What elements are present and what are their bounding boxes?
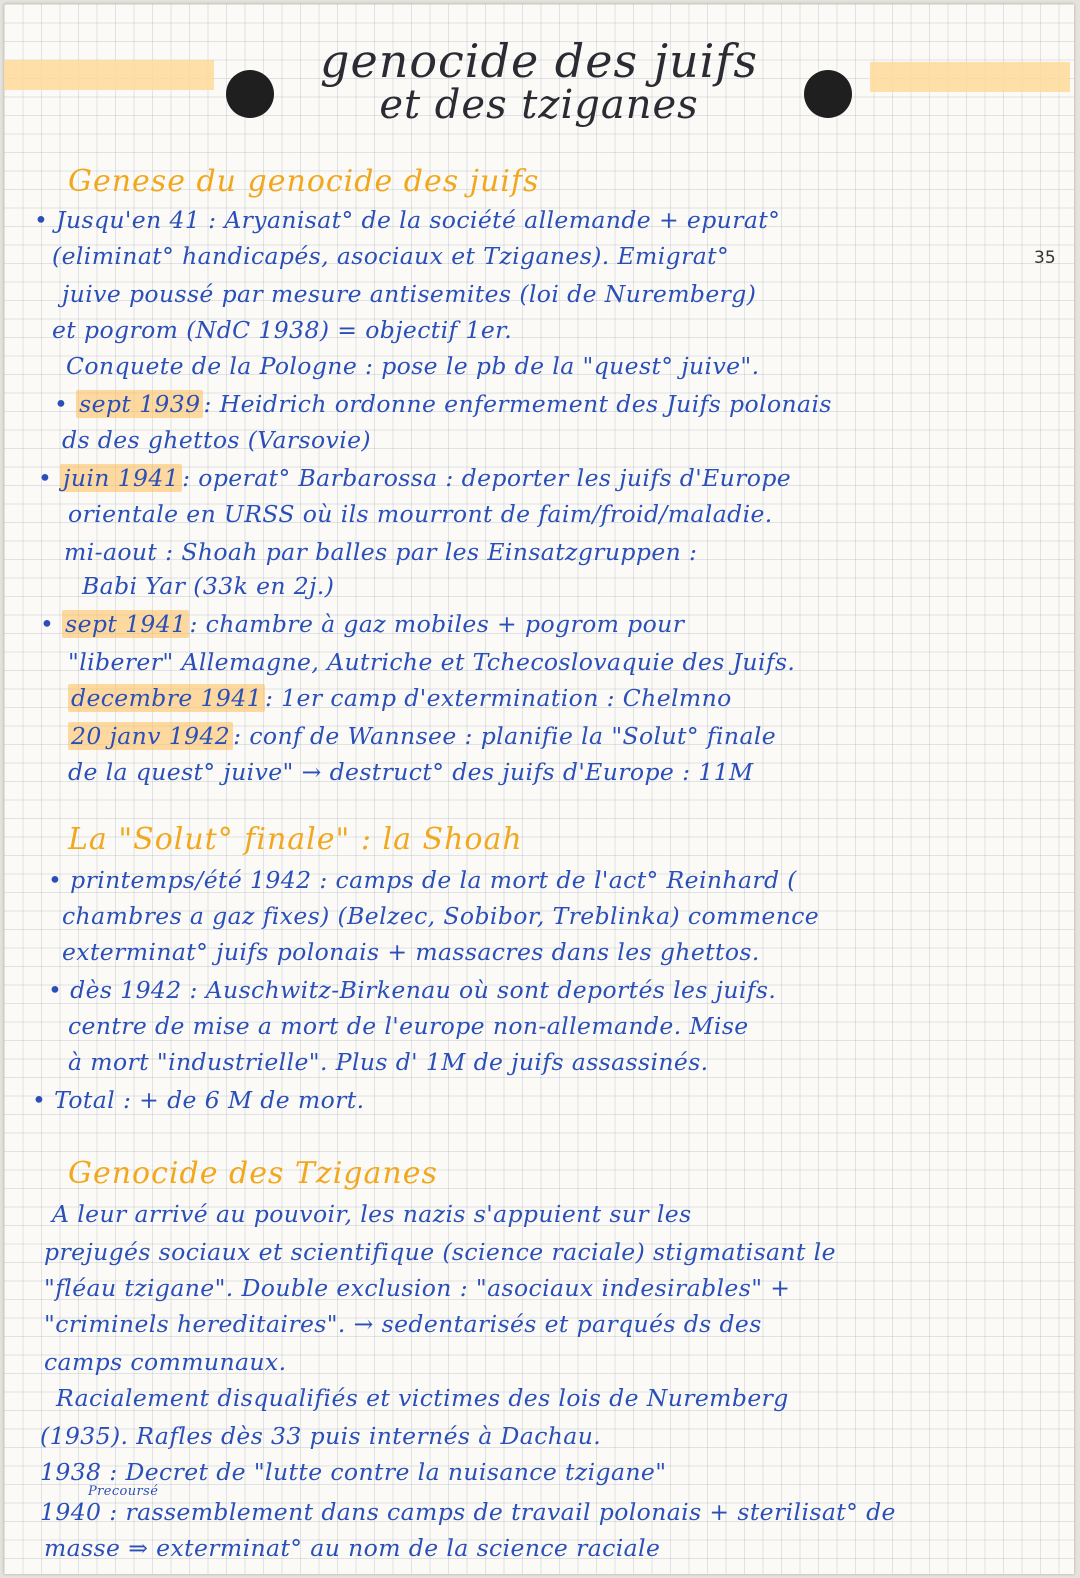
note-line: et pogrom (NdC 1938) = objectif 1er.	[52, 316, 513, 344]
page-title-line2: et des tziganes	[379, 82, 699, 128]
note-line: Racialement disqualifiés et victimes des lois de Nuremberg	[56, 1384, 789, 1412]
note-line: juive poussé par mesure antisemites (loi de Nuremberg)	[62, 280, 757, 308]
note-line-dated	[68, 722, 776, 750]
note-line: A leur arrivé au pouvoir, les nazis s'appuient sur les	[52, 1200, 692, 1228]
note-line: masse ⇒ exterminat° au nom de la science raciale	[44, 1534, 661, 1562]
note-line: de la quest° juive" → destruct° des juifs d'Europe : 11M	[68, 758, 754, 786]
note-line-dated	[40, 610, 684, 638]
page-title-line1: genocide des juifs	[320, 34, 758, 88]
note-line: • Jusqu'en 41 : Aryanisat° de la société allemande + epurat°	[34, 206, 781, 234]
note-line: chambres a gaz fixes) (Belzec, Sobibor, Treblinka) commence	[62, 902, 820, 930]
note-text: : operat° Barbarossa : deporter les juifs d'Europe	[182, 464, 792, 492]
highlighted-date: sept 1941	[62, 610, 189, 638]
note-line: • dès 1942 : Auschwitz-Birkenau où sont deportés les juifs.	[48, 976, 777, 1004]
note-text: : conf de Wannsee : planifie la "Solut° finale	[233, 722, 777, 750]
bullet-glyph: •	[40, 610, 63, 638]
highlighted-date: 20 janv 1942	[68, 722, 233, 750]
section-heading-genese: Genese du genocide des juifs	[68, 164, 540, 199]
note-line: à mort "industrielle". Plus d' 1M de juifs assassinés.	[68, 1048, 709, 1076]
note-line: • Total : + de 6 M de mort.	[32, 1086, 365, 1114]
note-annotation-above: Precoursé	[88, 1484, 159, 1499]
note-line: centre de mise a mort de l'europe non-allemande. Mise	[68, 1012, 749, 1040]
section-heading-solution-finale: La "Solut° finale" : la Shoah	[68, 822, 523, 857]
page-number: 35	[1034, 248, 1056, 268]
note-line: exterminat° juifs polonais + massacres dans les ghettos.	[62, 938, 760, 966]
highlighted-date: sept 1939	[76, 390, 203, 418]
bullet-glyph: •	[38, 464, 61, 492]
note-line: "criminels hereditaires". → sedentarisés et parqués ds des	[44, 1310, 762, 1338]
note-text: : 1er camp d'extermination : Chelmno	[264, 684, 732, 712]
notebook-page	[4, 4, 1074, 1574]
note-line: "liberer" Allemagne, Autriche et Tchecoslovaquie des Juifs.	[68, 648, 796, 676]
note-line: (1935). Rafles dès 33 puis internés à Dachau.	[40, 1422, 602, 1450]
note-line: 1940 : rassemblement dans camps de travail polonais + sterilisat° de	[40, 1498, 896, 1526]
note-line: • printemps/été 1942 : camps de la mort de l'act° Reinhard (	[48, 866, 797, 894]
note-line: (eliminat° handicapés, asociaux et Tziganes). Emigrat°	[52, 242, 730, 270]
highlighted-date: decembre 1941	[68, 684, 265, 712]
note-line-dated	[38, 464, 791, 492]
note-line: Conquete de la Pologne : pose le pb de la "quest° juive".	[66, 352, 760, 380]
highlighted-date: juin 1941	[60, 464, 182, 492]
bullet-glyph: •	[54, 390, 77, 418]
note-line: camps communaux.	[44, 1348, 287, 1376]
note-line: 1938 : Decret de "lutte contre la nuisance tzigane"	[40, 1458, 667, 1486]
note-line: Babi Yar (33k en 2j.)	[82, 572, 335, 600]
note-line: orientale en URSS où ils mourront de faim/froid/maladie.	[68, 500, 773, 528]
section-heading-tziganes: Genocide des Tziganes	[68, 1156, 438, 1191]
note-text: : Heidrich ordonne enfermement des Juifs polonais	[203, 390, 832, 418]
note-text: : chambre à gaz mobiles + pogrom pour	[189, 610, 685, 638]
note-line-dated	[54, 390, 832, 418]
note-line: ds des ghettos (Varsovie)	[62, 426, 372, 454]
note-line-dated	[68, 684, 732, 712]
note-line: prejugés sociaux et scientifique (science raciale) stigmatisant le	[44, 1238, 836, 1266]
note-line: mi-aout : Shoah par balles par les Einsatzgruppen :	[64, 538, 698, 566]
note-line: "fléau tzigane". Double exclusion : "asociaux indesirables" +	[44, 1274, 791, 1302]
